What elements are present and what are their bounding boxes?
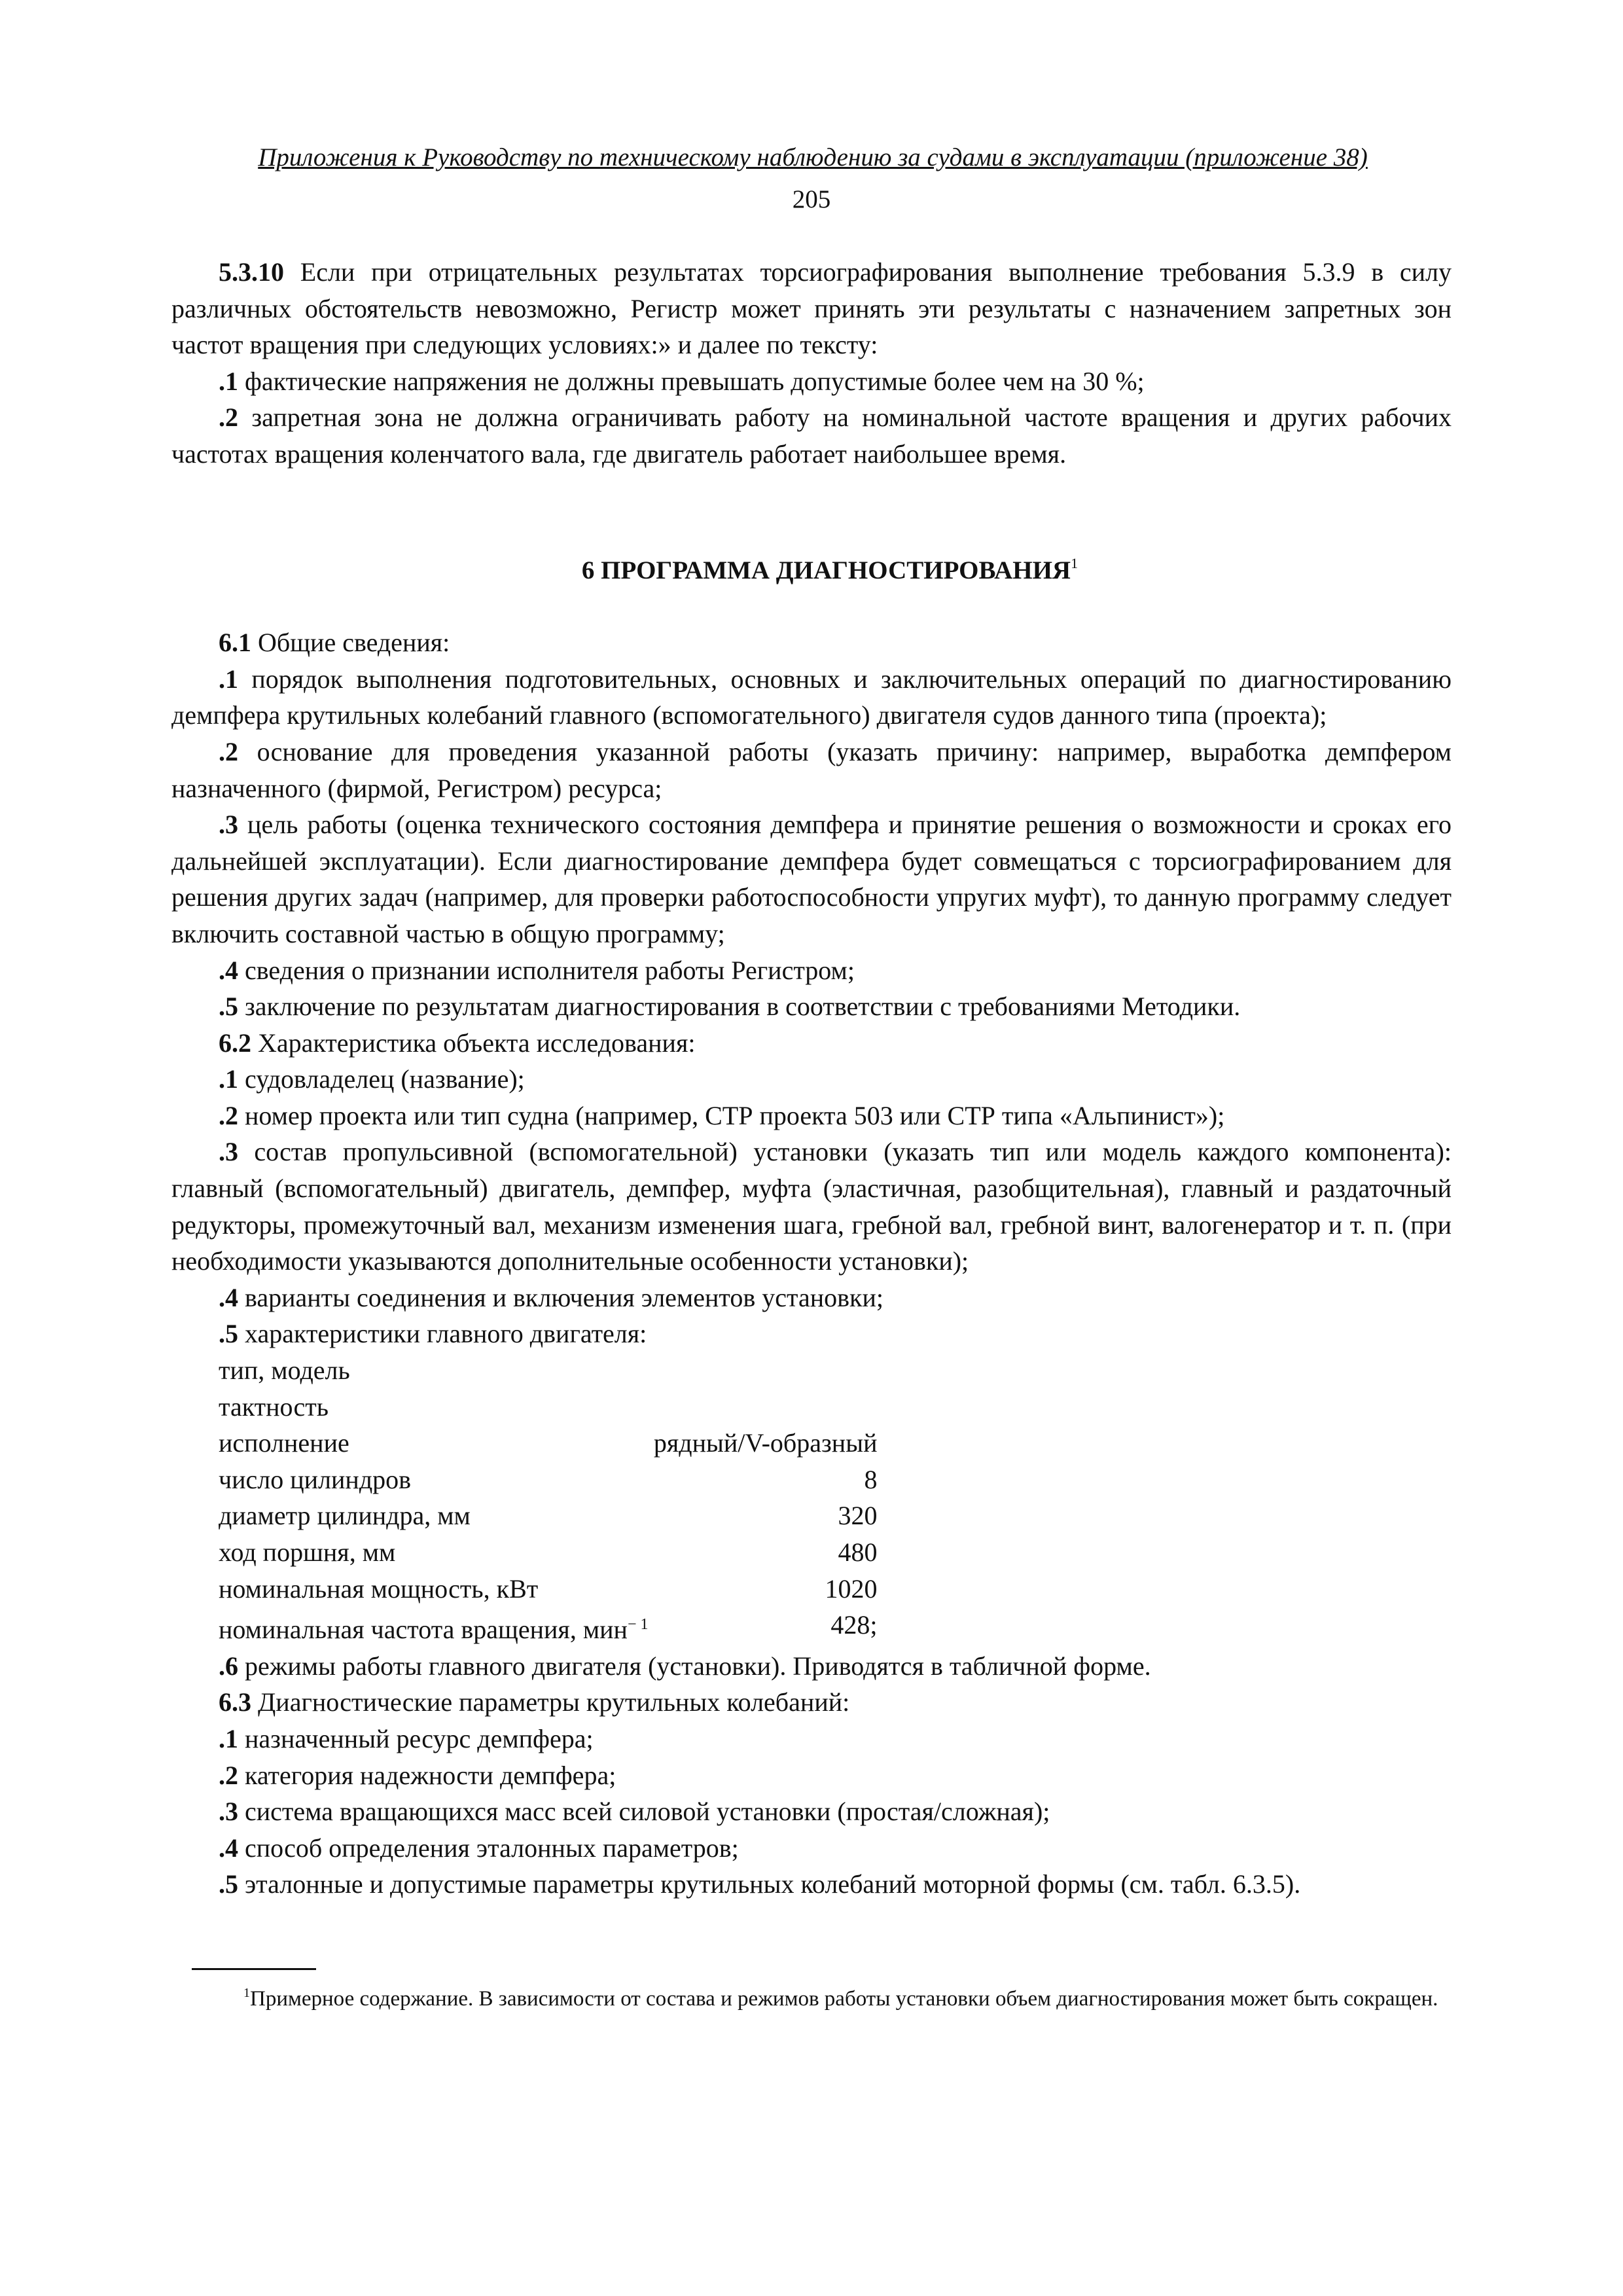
clause-number: .3: [219, 1137, 238, 1167]
clause-number: .2: [219, 403, 238, 433]
paragraph-text: способ определения эталонных параметров;: [238, 1833, 739, 1863]
paragraph-item: [171, 661, 1452, 734]
spec-value: [649, 1352, 878, 1389]
paragraph-item: [171, 399, 1452, 472]
paragraph-text: категория надежности демпфера;: [238, 1760, 616, 1790]
table-row: [219, 1389, 878, 1426]
clause-number: .5: [219, 1869, 238, 1899]
paragraph-text: основание для проведения указанной работы (указать причину: например, выработка демпфером назначенного (фирмой, Регистром) ресурса;: [171, 736, 1452, 803]
paragraph-text: режимы работы главного двигателя (установки). Приводятся в табличной форме.: [238, 1651, 1151, 1681]
paragraph-text: Если при отрицательных результатах торсиографирования выполнение требования 5.3.9 в силу различных обстоятельств невозможно, Регистр может принять эти результаты с назначением запретных зон частот вращения при следующих условиях:» и далее по тексту:: [171, 257, 1452, 360]
footnote: [171, 1979, 1448, 2013]
paragraph-item: [171, 1061, 1452, 1098]
paragraph-item: [171, 1316, 1452, 1352]
clause-number: .1: [219, 1064, 238, 1094]
paragraph-text: запретная зона не должна ограничивать работу на номинальной частоте вращения и других рабочих частотах вращения коленчатого вала, где двигатель работает наибольшее время.: [171, 403, 1452, 469]
clause-number: 5.3.10: [219, 257, 284, 287]
clause-number: .3: [219, 810, 238, 840]
spec-value: 480: [838, 1537, 878, 1567]
paragraph-item: [171, 734, 1452, 806]
paragraph-6-3: [171, 1684, 1452, 1721]
table-row: [219, 1462, 878, 1498]
paragraph-text: заключение по результатам диагностирования в соответствии с требованиями Методики.: [238, 992, 1241, 1022]
spec-label: ход поршня, мм: [219, 1537, 396, 1567]
paragraph-5-3-10: [171, 254, 1452, 363]
spec-label: исполнение: [219, 1428, 349, 1458]
table-row: [219, 1534, 878, 1571]
clause-number: .2: [219, 1760, 238, 1790]
paragraph-text: система вращающихся масс всей силовой установки (простая/сложная);: [238, 1797, 1050, 1827]
clause-number: 6.3: [219, 1687, 251, 1717]
spec-label: номинальная мощность, кВт: [219, 1573, 539, 1604]
table-row: [219, 1498, 878, 1534]
spec-label: номинальная частота вращения, мин: [219, 1615, 628, 1645]
running-header: Приложения к Руководству по техническому наблюдению за судами в эксплуатации (приложение 38): [258, 143, 1368, 171]
spec-value: 428;: [830, 1610, 878, 1640]
table-row: [219, 1425, 878, 1462]
paragraph-item: [171, 1721, 1452, 1757]
paragraph-item: [171, 952, 1452, 989]
paragraph-text: Характеристика объекта исследования:: [251, 1028, 696, 1058]
paragraph-text: фактические напряжения не должны превышать допустимые более чем на 30 %;: [238, 366, 1145, 396]
table-row: [219, 1571, 878, 1607]
page-number: 205: [792, 185, 831, 213]
paragraph-text: цель работы (оценка технического состояния демпфера и принятие решения о возможности и сроках его дальнейшей эксплуатации). Если диагностирование демпфера будет совмещаться с торсиографированием для решения других задач (например, для проверки работоспособности упругих муфт), то данную программу следует включить составной частью в общую программу;: [171, 810, 1452, 948]
paragraph-text: состав пропульсивной (вспомогательной) установки (указать тип или модель каждого компонента): главный (вспомогательный) двигатель, демпфер, муфта (эластичная, разобщительная), главный и раздаточный редукторы, промежуточный вал, механизм изменения шага, гребной вал, гребной винт, валогенератор и т. п. (при необходимости указываются дополнительные особенности установки);: [171, 1137, 1452, 1276]
spec-value: 320: [838, 1501, 878, 1531]
paragraph-text: характеристики главного двигателя:: [238, 1319, 647, 1349]
spec-label: диаметр цилиндра, мм: [219, 1501, 471, 1531]
paragraph-text: Общие сведения:: [251, 628, 450, 658]
footnote-mark: 1: [243, 1986, 250, 2000]
spec-label: тип, модель: [219, 1355, 350, 1386]
footnote-text: Примерное содержание. В зависимости от состава и режимов работы установки объем диагностирования может быть сокращен.: [250, 1987, 1438, 2011]
table-row: [219, 1352, 878, 1389]
spec-label-cell: [219, 1607, 649, 1648]
clause-number: .2: [219, 736, 238, 766]
paragraph-text: Диагностические параметры крутильных колебаний:: [251, 1687, 850, 1717]
spec-value: 1020: [825, 1573, 878, 1604]
body-text: [171, 254, 1452, 1903]
footnote-reference: 1: [1071, 554, 1079, 571]
paragraph-text: сведения о признании исполнителя работы Регистром;: [238, 955, 855, 985]
spec-value: рядный/V-образный: [653, 1428, 878, 1458]
section-title-text: 6 ПРОГРАММА ДИАГНОСТИРОВАНИЯ: [581, 556, 1071, 584]
paragraph-text: эталонные и допустимые параметры крутильных колебаний моторной формы (см. табл. 6.3.5).: [238, 1869, 1301, 1899]
section-title: [171, 545, 1452, 589]
engine-specs-table: [219, 1352, 878, 1648]
table-row: [219, 1607, 878, 1648]
paragraph-item: [171, 1098, 1452, 1134]
paragraph-item: [171, 1793, 1452, 1830]
spacer: [171, 473, 1452, 545]
unit-exponent: − 1: [627, 1616, 649, 1634]
clause-number: 6.1: [219, 628, 251, 658]
spec-value: [649, 1389, 878, 1426]
paragraph-item: [171, 1648, 1452, 1685]
clause-number: .1: [219, 664, 238, 694]
clause-number: .1: [219, 1723, 238, 1753]
clause-number: .5: [219, 992, 238, 1022]
footnote-separator: [192, 1968, 316, 1970]
paragraph-text: номер проекта или тип судна (например, СТР проекта 503 или СТР типа «Альпинист»);: [238, 1100, 1225, 1130]
paragraph-item: [171, 363, 1452, 400]
paragraph-item: [171, 1866, 1452, 1903]
paragraph-item: [171, 1134, 1452, 1279]
paragraph-6-2: [171, 1025, 1452, 1062]
clause-number: .4: [219, 1833, 238, 1863]
paragraph-6-1: [171, 624, 1452, 661]
paragraph-item: [171, 1280, 1452, 1316]
paragraph-text: назначенный ресурс демпфера;: [238, 1723, 594, 1753]
paragraph-text: судовладелец (название);: [238, 1064, 525, 1094]
clause-number: 6.2: [219, 1028, 251, 1058]
paragraph-text: варианты соединения и включения элементов установки;: [238, 1282, 883, 1312]
paragraph-item: [171, 1757, 1452, 1794]
paragraph-item: [171, 988, 1452, 1025]
clause-number: .3: [219, 1797, 238, 1827]
clause-number: .4: [219, 1282, 238, 1312]
paragraph-text: порядок выполнения подготовительных, основных и заключительных операций по диагностированию демпфера крутильных колебаний главного (вспомогательного) двигателя судов данного типа (проекта);: [171, 664, 1452, 730]
clause-number: .2: [219, 1100, 238, 1130]
spec-label: число цилиндров: [219, 1464, 412, 1494]
paragraph-item: [171, 806, 1452, 952]
clause-number: .1: [219, 366, 238, 396]
clause-number: .5: [219, 1319, 238, 1349]
clause-number: .4: [219, 955, 238, 985]
spacer: [171, 588, 1452, 624]
clause-number: .6: [219, 1651, 238, 1681]
spec-label: тактность: [219, 1391, 329, 1422]
paragraph-item: [171, 1830, 1452, 1867]
spec-value: 8: [864, 1464, 878, 1494]
